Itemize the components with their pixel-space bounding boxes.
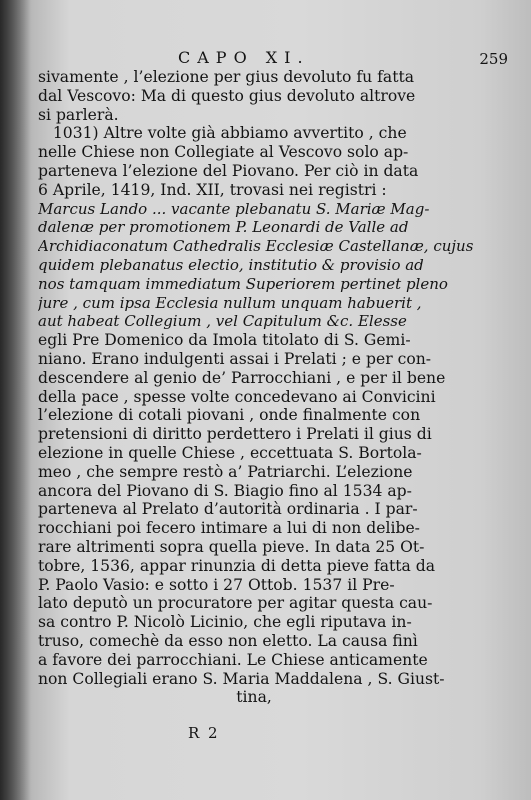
text-line: sivamente , l’elezione per gius devoluto fu fatta bbox=[38, 68, 415, 86]
text-line: niano. Erano indulgenti assai i Prelati ; e per con- bbox=[38, 349, 432, 368]
text-line: truso, comechè da esso non eletto. La causa finì bbox=[38, 631, 418, 650]
text-line: Archidiaconatum Cathedralis Ecclesiæ Castellanæ, cujus bbox=[38, 237, 474, 256]
text-line: jure , cum ipsa Ecclesia nullum unquam habuerit , bbox=[38, 293, 422, 312]
text-line: ancora del Piovano di S. Biagio fino al 1534 ap- bbox=[38, 481, 412, 500]
page-header bbox=[38, 48, 508, 68]
text-line: P. Paolo Vasio: e sotto i 27 Ottob. 1537 il Pre- bbox=[38, 575, 395, 594]
text-line: parteneva l’elezione del Piovano. Per ciò in data bbox=[38, 161, 419, 180]
text-line: meo , che sempre restò a’ Patriarchi. L’elezione bbox=[38, 462, 413, 481]
text-line: della pace , spesse volte concedevano ai Convicini bbox=[38, 387, 436, 406]
text-line: rocchiani poi fecero intimare a lui di non delibe- bbox=[38, 519, 420, 538]
text-line: lato deputò un procuratore per agitar questa cau- bbox=[38, 594, 433, 613]
running-head: CAPO XI. bbox=[178, 48, 310, 67]
text-line: si parlerà. bbox=[38, 105, 119, 124]
book-gutter-shadow bbox=[0, 0, 30, 800]
text-line: a favore dei parrocchiani. Le Chiese anticamente bbox=[38, 650, 428, 669]
text-line: nos tamquam immediatum Superiorem pertinet pleno bbox=[38, 274, 448, 293]
text-line: elezione in quelle Chiese , eccettuata S. Bortola- bbox=[38, 443, 422, 462]
text-line: aut habeat Collegium , vel Capitulum &c. Elesse bbox=[38, 312, 407, 331]
text-line: 1031) Altre volte già abbiamo avvertito , che bbox=[38, 124, 407, 143]
text-line: 6 Aprile, 1419, Ind. XII, trovasi nei registri : bbox=[38, 180, 387, 199]
text-line: Marcus Lando ... vacante plebanatu S. Mariæ Mag- bbox=[38, 199, 430, 218]
text-line: dal Vescovo: Ma di questo gius devoluto altrove bbox=[38, 86, 416, 105]
text-line: l’elezione di cotali piovani , onde finalmente con bbox=[38, 406, 421, 425]
text-line: tobre, 1536, appar rinunzia di detta pieve fatta da bbox=[38, 556, 436, 575]
signature-mark: R 2 bbox=[188, 724, 220, 742]
text-line: sa contro P. Nicolò Licinio, che egli riputava in- bbox=[38, 613, 412, 632]
page-number: 259 bbox=[479, 50, 508, 68]
text-line: tina, bbox=[38, 688, 272, 707]
text-line: parteneva al Prelato d’autorità ordinaria . I par- bbox=[38, 500, 418, 519]
text-line: non Collegiali erano S. Maria Maddalena , S. Giust- bbox=[38, 669, 445, 688]
text-line: descendere al genio de’ Parrocchiani , e per il bene bbox=[38, 368, 446, 387]
text-line: pretensioni di diritto perdettero i Prelati il gius di bbox=[38, 425, 432, 444]
text-line: egli Pre Domenico da Imola titolato di S. Gemi- bbox=[38, 331, 411, 350]
text-body bbox=[38, 68, 508, 707]
page-content bbox=[38, 48, 508, 768]
text-line: dalenæ per promotionem P. Leonardi de Valle ad bbox=[38, 218, 409, 237]
text-line: nelle Chiese non Collegiate al Vescovo solo ap- bbox=[38, 143, 409, 162]
text-line: quidem plebanatus electio, institutio & provisio ad bbox=[38, 255, 424, 274]
text-line: rare altrimenti sopra quella pieve. In data 25 Ot- bbox=[38, 537, 425, 556]
